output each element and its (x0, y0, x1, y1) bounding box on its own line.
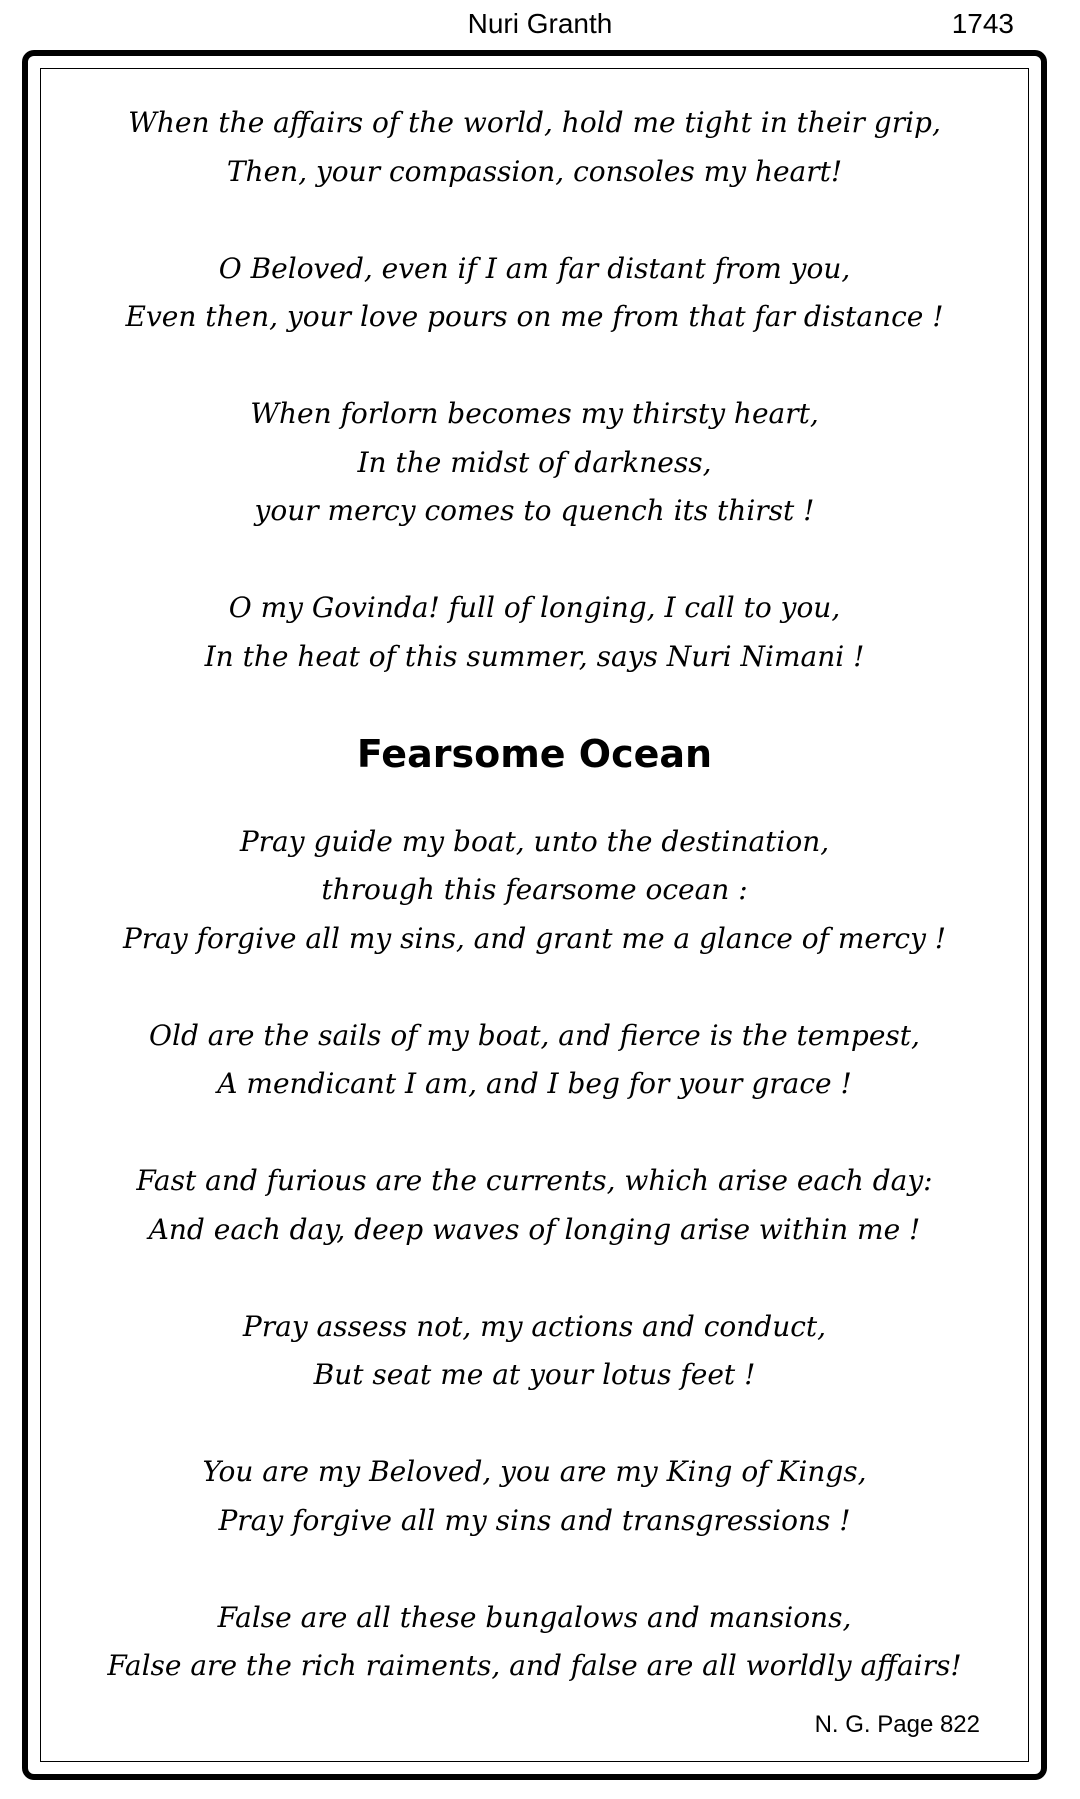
poem-line: Pray forgive all my sins, and grant me a glance of mercy ! (122, 921, 947, 955)
stanza-1 (41, 99, 1028, 196)
stanza-7 (41, 1303, 1028, 1400)
poem-line: your mercy comes to quench its thirst ! (254, 494, 815, 527)
poem-line: Old are the sails of my boat, and fierce is the tempest, (149, 1018, 920, 1052)
poem-line: Pray forgive all my sins and transgressions ! (218, 1503, 851, 1537)
poet-name: Nuri Nimani ! (666, 639, 865, 673)
poem-line: False are all these bungalows and mansions, (217, 1600, 852, 1634)
stanza-5 (41, 1012, 1028, 1109)
poem-line: Pray assess not, my actions and conduct, (242, 1309, 827, 1343)
poem-line: Fast and furious are the currents, which arise each day: (136, 1164, 933, 1197)
poem-line: A mendicant I am, and I beg for your grace ! (217, 1067, 852, 1100)
poem-line: You are my Beloved, you are my King of Kings, (202, 1455, 867, 1488)
poem-line: Pray guide my boat, unto the destination, (239, 824, 830, 858)
poem-line: O Beloved, even if I am far distant from you, (218, 251, 851, 285)
book-title: Nuri Granth (467, 8, 613, 39)
poem-title: Fearsome Ocean (356, 731, 713, 776)
stanza-3 (41, 390, 1028, 536)
poem-line: And each day, deep waves of longing arise within me ! (148, 1212, 921, 1246)
poem-line: through this fearsome ocean : (321, 873, 748, 906)
stanza-6 (41, 1157, 1028, 1254)
stanza-8 (41, 1448, 1028, 1545)
poem-line: Even then, your love pours on me from that far distance ! (125, 300, 944, 333)
poem-line: When the affairs of the world, hold me tight in their grip, (128, 106, 941, 139)
outer-border-frame (22, 50, 1047, 1780)
poem-line: False are the rich raiments, and false are all worldly affairs! (107, 1649, 962, 1682)
poem-line: Then, your compassion, consoles my heart! (226, 154, 843, 188)
poem-line: When forlorn becomes my thirsty heart, (250, 397, 819, 430)
stanza-9 (41, 1594, 1028, 1691)
poem-line: In the midst of darkness, (357, 445, 712, 479)
stanza-2 (41, 245, 1028, 342)
poem-line-signature (41, 633, 1028, 682)
poem-line: But seat me at your lotus feet ! (313, 1358, 756, 1391)
page-number: 1743 (951, 8, 1014, 39)
inner-border-frame (40, 68, 1029, 1762)
poem-line: O my Govinda! full of longing, I call to you, (228, 591, 841, 624)
signature-prefix: In the heat of this summer, says (204, 639, 667, 673)
poem-content (41, 99, 1028, 1739)
page-reference: N. G. Page 822 (814, 1711, 980, 1738)
running-header (0, 6, 1080, 46)
stanza-4 (41, 818, 1028, 964)
stanza-signature (41, 584, 1028, 681)
